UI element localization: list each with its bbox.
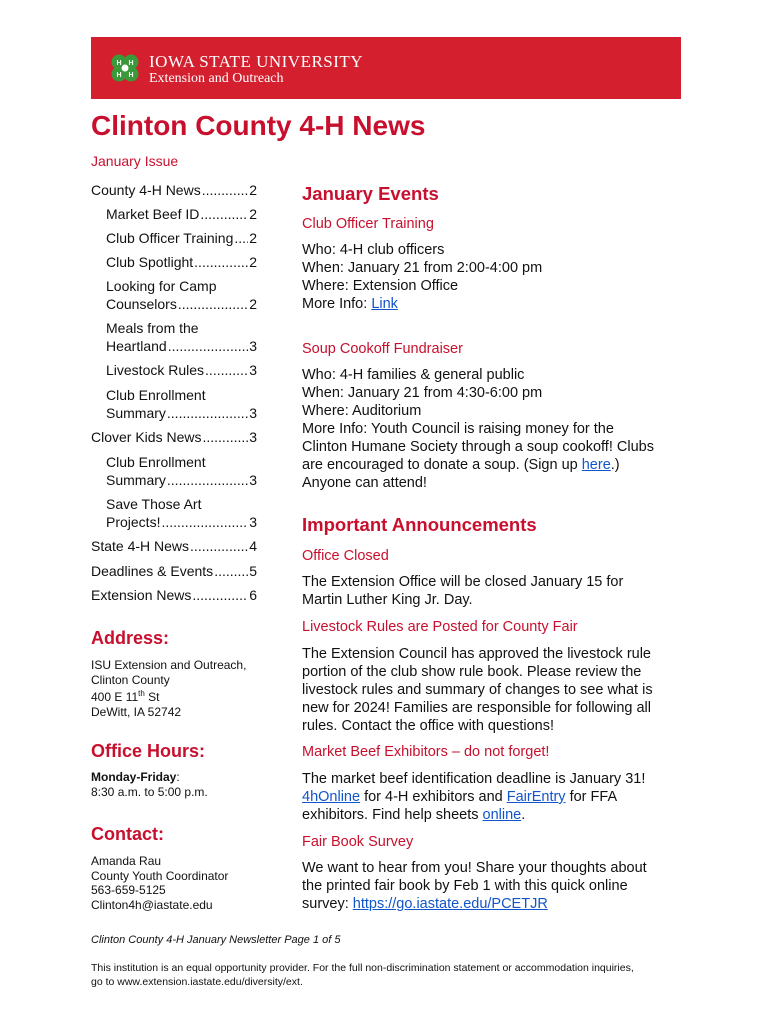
announcement-body: The Extension Council has approved the livestock rule portion of the club show rule book. Please review the livestock rules and summary of changes to see what is new for 2024! Families are responsible for following all rules. Contact the office with questions! <box>302 646 653 734</box>
toc-item[interactable]: Deadlines & Events ..... 5 <box>91 563 257 581</box>
page-title: Clinton County 4-H News <box>91 110 426 141</box>
svg-text:H: H <box>116 72 122 79</box>
address-line: ISU Extension and Outreach, <box>91 658 247 672</box>
header-banner <box>91 37 681 99</box>
4honline-link[interactable]: 4hOnline <box>302 789 361 805</box>
toc-item[interactable]: Extension News ..... 6 <box>91 587 257 605</box>
sign-up-link[interactable]: here <box>581 457 611 473</box>
contact-name: Amanda Rau <box>91 854 162 868</box>
more-info-link[interactable]: Link <box>371 296 398 312</box>
event-details: Who: 4-H families & general public When: January 21 from 4:30-6:00 pm Where: Auditorium More Info: Youth Council is raising money for the Clinton Humane Society through a soup cookoff! Clubs are encouraged to donate a soup. (Sign up here.) Anyone can attend! <box>302 367 654 491</box>
toc-item[interactable]: Meals from the Heartland ..... 3 <box>106 320 257 355</box>
office-hours-heading: Office Hours: <box>91 741 206 761</box>
contact-block <box>91 854 228 912</box>
address-street: 400 E 11th St <box>91 689 160 705</box>
toc-item[interactable]: Save Those Art Projects! ..... 3 <box>106 496 257 531</box>
toc-item[interactable]: Club Enrollment Summary ..... 3 <box>106 387 257 422</box>
address-line: Clinton County <box>91 672 170 687</box>
address-block <box>91 658 246 719</box>
announcements-heading: Important Announcements <box>302 514 537 535</box>
svg-text:H: H <box>128 60 134 67</box>
office-hours-block: Monday-Friday: 8:30 a.m. to 5:00 p.m. <box>91 770 208 799</box>
toc-item[interactable]: County 4-H News ..... 2 <box>91 182 257 200</box>
contact-email[interactable]: Clinton4h@iastate.edu <box>91 897 213 912</box>
address-heading: Address: <box>91 628 170 648</box>
announcement-title: Office Closed <box>302 548 389 564</box>
office-hours-time: 8:30 a.m. to 5:00 p.m. <box>91 784 208 799</box>
disclaimer: This institution is an equal opportunity provider. For the full non-discrimination statement or accommodation inquiries, go to www.extension.iastate.edu/diversity/ext. <box>91 962 634 988</box>
toc-item[interactable]: State 4-H News ..... 4 <box>91 538 257 556</box>
toc-item[interactable]: Livestock Rules ..... 3 <box>106 362 257 380</box>
toc-item[interactable]: Club Spotlight ..... 2 <box>106 254 257 272</box>
toc-item[interactable]: Club Officer Training ..... 2 <box>106 230 257 248</box>
announcement-title: Livestock Rules are Posted for County Fair <box>302 619 578 635</box>
toc-item[interactable]: Looking for Camp Counselors ..... 2 <box>106 278 257 313</box>
announcement-body: We want to hear from you! Share your thoughts about the printed fair book by Feb 1 with this quick online survey: https://go.iastate.edu/PCETJR <box>302 860 647 912</box>
help-sheets-link[interactable]: online <box>482 807 522 823</box>
announcement-body: The Extension Office will be closed January 15 for Martin Luther King Jr. Day. <box>302 574 624 608</box>
announcement-body: The market beef identification deadline is January 31! 4hOnline for 4-H exhibitors and FairEntry for FFA exhibitors. Find help sheets online. <box>302 771 646 823</box>
announcement-title: Market Beef Exhibitors – do not forget! <box>302 744 550 760</box>
contact-heading: Contact: <box>91 824 164 844</box>
event-details: Who: 4-H club officers When: January 21 from 2:00-4:00 pm Where: Extension Office More Info: Link <box>302 242 543 312</box>
survey-link[interactable]: https://go.iastate.edu/PCETJR <box>352 896 548 912</box>
4h-clover-icon <box>108 51 142 85</box>
toc-item[interactable]: Clover Kids News ..... 3 <box>91 429 257 447</box>
fairentry-link[interactable]: FairEntry <box>506 789 566 805</box>
toc-item[interactable]: Market Beef ID ..... 2 <box>106 206 257 224</box>
university-name: IOWA STATE UNIVERSITY <box>149 52 364 71</box>
toc-item[interactable]: Club Enrollment Summary ..... 3 <box>106 454 257 489</box>
svg-text:H: H <box>116 60 122 67</box>
svg-text:H: H <box>128 72 134 79</box>
contact-phone: 563-659-5125 <box>91 883 166 898</box>
contact-role: County Youth Coordinator <box>91 868 229 883</box>
january-events-heading: January Events <box>302 183 439 204</box>
address-city: DeWitt, IA 52742 <box>91 704 182 719</box>
announcement-title: Fair Book Survey <box>302 834 414 850</box>
page-footer-note: Clinton County 4-H January Newsletter Page 1 of 5 <box>91 934 341 946</box>
event-title: Soup Cookoff Fundraiser <box>302 341 463 357</box>
office-hours-days: Monday-Friday <box>91 770 177 784</box>
event-title: Club Officer Training <box>302 216 434 232</box>
university-subtitle: Extension and Outreach <box>149 71 284 86</box>
issue-label: January Issue <box>91 153 179 169</box>
